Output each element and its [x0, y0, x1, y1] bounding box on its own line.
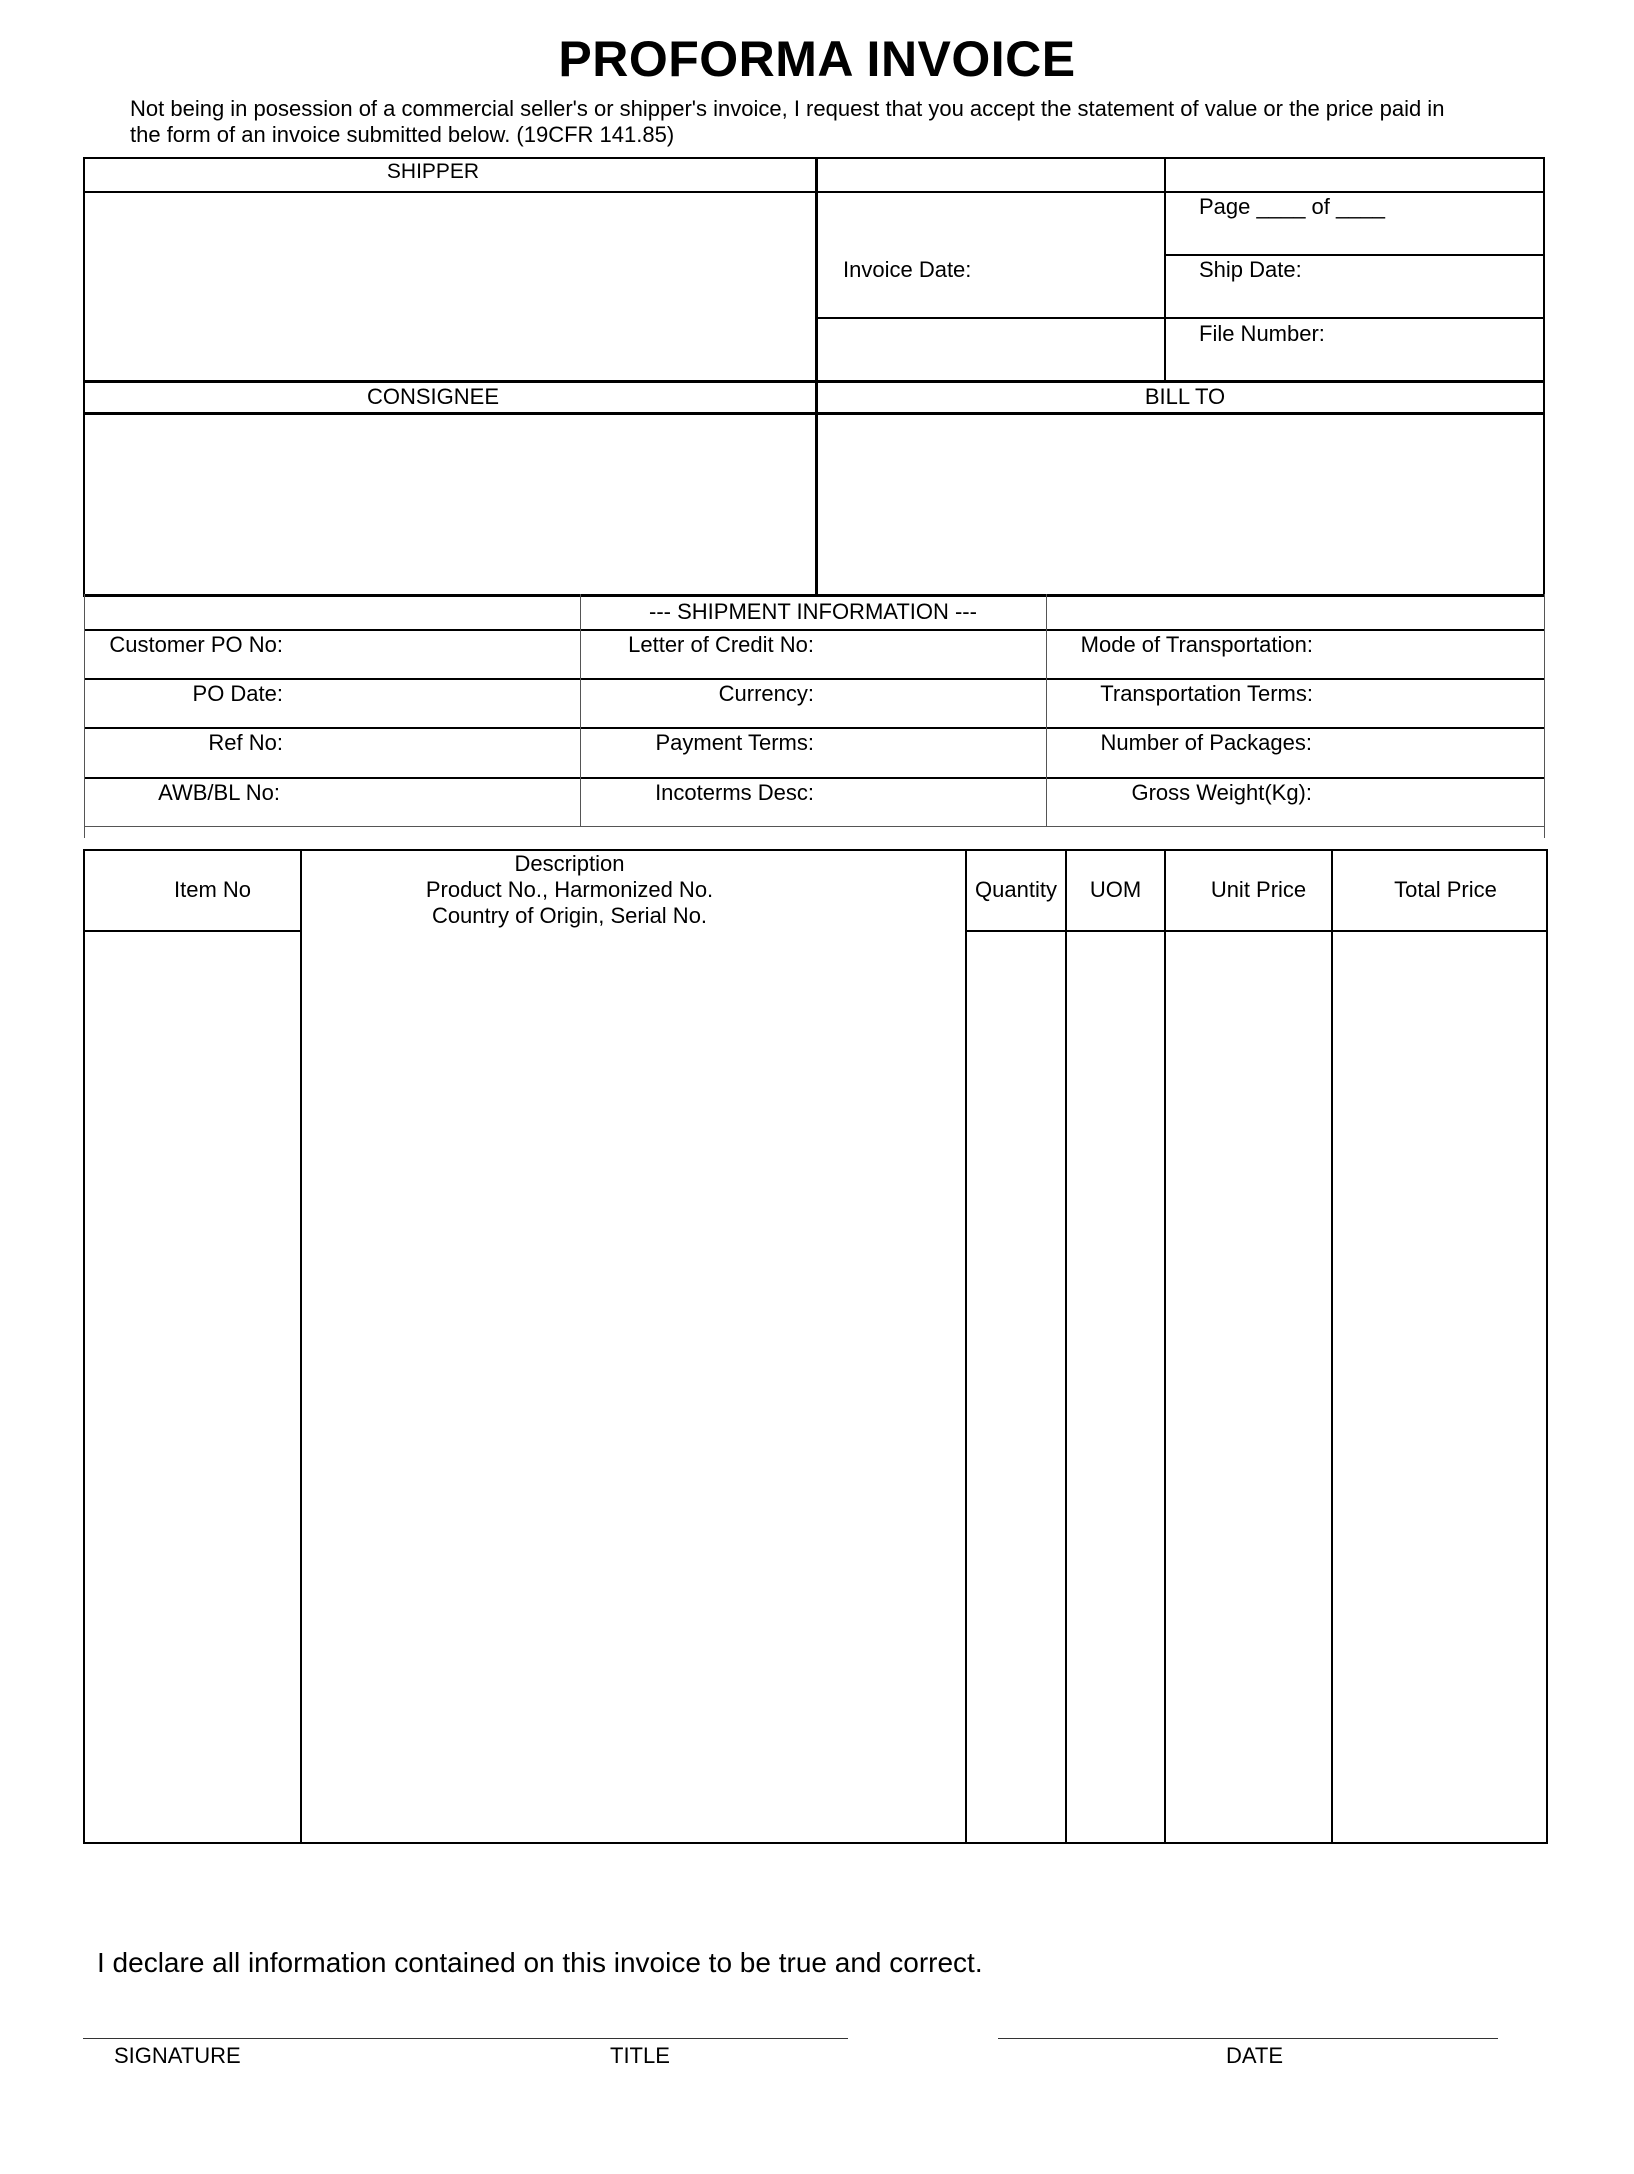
item-no-column[interactable] — [86, 933, 299, 1841]
ship-date-label: Ship Date: — [1199, 257, 1302, 282]
mode-of-transportation-field[interactable] — [1318, 632, 1542, 676]
description-column[interactable] — [303, 933, 964, 1841]
number-of-packages-label: Number of Packages: — [1100, 730, 1312, 755]
quantity-column[interactable] — [968, 933, 1064, 1841]
payment-terms-field[interactable] — [820, 730, 1044, 774]
letter-of-credit-field[interactable] — [820, 632, 1044, 676]
description-header-line-3: Country of Origin, Serial No. — [431, 903, 708, 928]
payment-terms-label: Payment Terms: — [655, 730, 814, 755]
description-header-line-1: Description — [514, 851, 625, 876]
po-date-label: PO Date: — [192, 681, 283, 706]
po-date-field[interactable] — [290, 681, 578, 725]
total-price-header: Total Price — [1394, 877, 1497, 902]
gross-weight-field[interactable] — [1318, 780, 1542, 824]
date-label: DATE — [1226, 2043, 1284, 2068]
signature-label: SIGNATURE — [114, 2043, 241, 2068]
transportation-terms-label: Transportation Terms: — [1100, 681, 1313, 706]
gross-weight-label: Gross Weight(Kg): — [1131, 780, 1312, 805]
ref-no-field[interactable] — [290, 730, 578, 774]
date-line[interactable] — [998, 2038, 1498, 2039]
page-of-label: Page ____ of ____ — [1199, 194, 1385, 219]
intro-text-line-2: the form of an invoice submitted below. (19CFR 141.85) — [130, 122, 675, 147]
signature-line[interactable] — [83, 2038, 848, 2039]
awb-bl-field[interactable] — [290, 780, 578, 824]
shipment-info-heading: --- SHIPMENT INFORMATION --- — [649, 599, 977, 624]
customer-po-field[interactable] — [290, 632, 578, 676]
customer-po-label: Customer PO No: — [109, 632, 283, 657]
extra-field[interactable] — [818, 320, 1163, 379]
declaration-text: I declare all information contained on this invoice to be true and correct. — [97, 1947, 983, 1978]
intro-text-line-1: Not being in posession of a commercial seller's or shipper's invoice, I request that you accept the statement of value or the price paid in — [130, 96, 1445, 121]
bill-to-label: BILL TO — [1144, 384, 1226, 409]
top-right-field-1[interactable] — [818, 160, 1163, 190]
bill-to-field[interactable] — [819, 416, 1542, 593]
page-title: PROFORMA INVOICE — [558, 31, 1076, 87]
description-header-line-2: Product No., Harmonized No. — [425, 877, 714, 902]
transportation-terms-field[interactable] — [1318, 681, 1542, 725]
uom-header: UOM — [1089, 877, 1142, 902]
currency-field[interactable] — [820, 681, 1044, 725]
incoterms-field[interactable] — [820, 780, 1044, 824]
quantity-header: Quantity — [975, 877, 1057, 902]
shipper-field[interactable] — [86, 194, 814, 379]
incoterms-label: Incoterms Desc: — [655, 780, 814, 805]
shipper-label: SHIPPER — [386, 160, 480, 183]
ship-date-field[interactable] — [1167, 282, 1542, 316]
file-number-label: File Number: — [1199, 321, 1325, 346]
invoice-date-field[interactable] — [818, 282, 1163, 316]
total-price-column[interactable] — [1334, 933, 1545, 1841]
awb-bl-label: AWB/BL No: — [158, 780, 280, 805]
unit-price-header: Unit Price — [1210, 877, 1307, 902]
title-label: TITLE — [610, 2043, 670, 2068]
invoice-date-label: Invoice Date: — [843, 257, 972, 282]
invoice-number-field[interactable] — [818, 194, 1163, 254]
mode-of-transportation-label: Mode of Transportation: — [1080, 632, 1313, 657]
consignee-label: CONSIGNEE — [366, 384, 500, 409]
consignee-field[interactable] — [86, 416, 814, 593]
currency-label: Currency: — [718, 681, 814, 706]
item-no-header: Item No — [173, 877, 252, 902]
top-right-field-2[interactable] — [1167, 160, 1542, 190]
number-of-packages-field[interactable] — [1318, 730, 1542, 774]
letter-of-credit-label: Letter of Credit No: — [628, 632, 814, 657]
uom-column[interactable] — [1068, 933, 1163, 1841]
unit-price-column[interactable] — [1167, 933, 1330, 1841]
file-number-field[interactable] — [1167, 346, 1542, 379]
ref-no-label: Ref No: — [208, 730, 283, 755]
